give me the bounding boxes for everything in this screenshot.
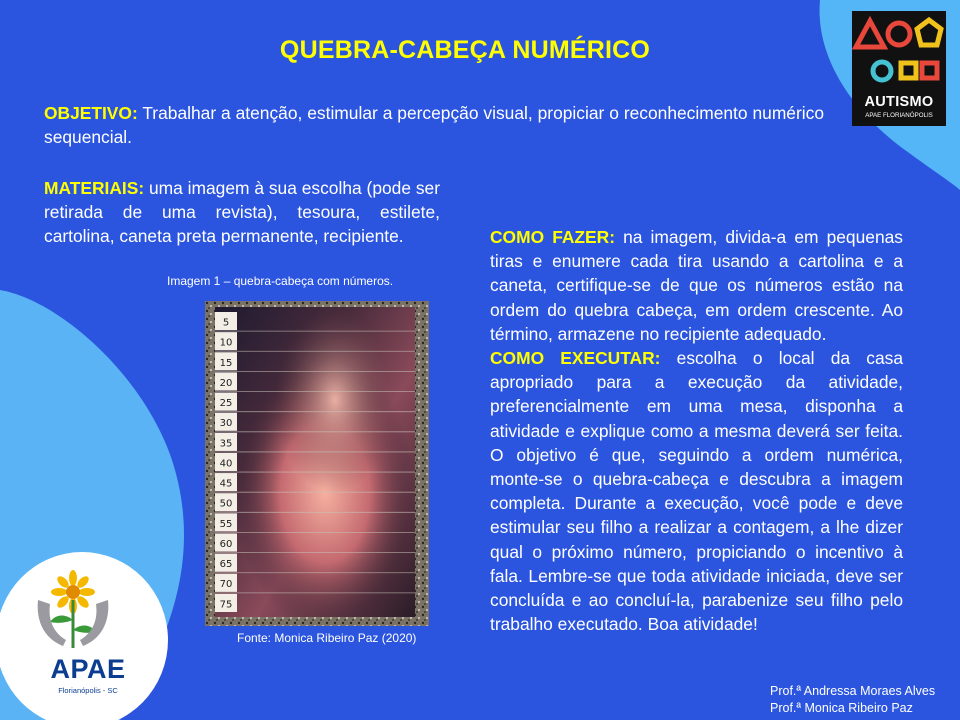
how-to-make-paragraph bbox=[490, 225, 903, 346]
apae-logo-text: APAE bbox=[50, 654, 126, 684]
autismo-shapes-icon bbox=[852, 11, 946, 91]
how-to-make-label: COMO FAZER: bbox=[490, 227, 615, 247]
objective-text: Trabalhar a atenção, estimular a percepção visual, propiciar o reconhecimento numérico sequencial. bbox=[44, 103, 824, 148]
instructions-block bbox=[490, 225, 903, 636]
puzzle-number: 50 bbox=[219, 498, 233, 510]
number-column bbox=[215, 312, 237, 612]
objective-label: OBJETIVO: bbox=[44, 103, 138, 123]
puzzle-number: 5 bbox=[222, 317, 230, 329]
puzzle-number: 70 bbox=[219, 579, 233, 591]
apae-flower-hands-icon bbox=[18, 560, 148, 655]
how-to-execute-text: escolha o local da casa apropriado para a execução da atividade, preferencialmente em uma mesa, disponha a atividade e explique como a mesma deverá ser feita. O objetivo é que, seguindo a ordem numérica, monte-se o quebra-cabeça e descubra a imagem completa. Durante a execução, você pode e deve estimular seu filho a realizar a contagem, a lhe dizer qual o próximo número, propiciando o incentivo à fala. Lembre-se que toda atividade iniciada, deve ser concluída e ao concluí-la, parabenize seu filho pelo trabalho executado. Boa atividade! bbox=[490, 348, 903, 635]
materials-paragraph bbox=[44, 176, 440, 249]
puzzle-number: 35 bbox=[219, 438, 233, 450]
how-to-make-text: na imagem, divida-a em pequenas tiras e enumere cada tira usando a cartolina e a caneta, certifique-se de que os números estão na ordem do quebra cabeça, em ordem crescente. Ao término, armazene no recipiente adequado. bbox=[490, 227, 903, 344]
puzzle-number: 10 bbox=[219, 337, 233, 349]
how-to-execute-label: COMO EXECUTAR: bbox=[490, 348, 661, 369]
puzzle-number: 40 bbox=[219, 458, 233, 470]
puzzle-number: 45 bbox=[219, 478, 233, 490]
objective-paragraph bbox=[44, 101, 824, 149]
page-title: QUEBRA-CABEÇA NUMÉRICO bbox=[279, 36, 651, 64]
puzzle-number: 25 bbox=[219, 398, 233, 410]
image-caption: Imagem 1 – quebra-cabeça com números. bbox=[167, 274, 394, 288]
materials-text: uma imagem à sua escolha (pode ser retirada de uma revista), tesoura, estilete, cartolina, caneta preta permanente, recipiente. bbox=[44, 178, 440, 247]
puzzle-number: 60 bbox=[219, 538, 233, 550]
puzzle-number: 65 bbox=[219, 559, 233, 571]
puzzle-number: 15 bbox=[219, 357, 233, 369]
how-to-execute-paragraph bbox=[490, 346, 903, 636]
autismo-logo bbox=[852, 11, 946, 126]
puzzle-number: 20 bbox=[219, 377, 233, 389]
puzzle-photo bbox=[205, 301, 429, 626]
autismo-logo-subtext: APAE FLORIANÓPOLIS bbox=[865, 112, 933, 119]
autismo-logo-text: AUTISMO bbox=[864, 94, 934, 110]
credit-line: Prof.ª Andressa Moraes Alves bbox=[770, 684, 936, 698]
materials-label: MATERIAIS: bbox=[44, 178, 145, 198]
image-source: Fonte: Monica Ribeiro Paz (2020) bbox=[237, 631, 417, 645]
credit-line: Prof.ª Monica Ribeiro Paz bbox=[770, 701, 913, 715]
puzzle-number: 75 bbox=[219, 599, 233, 611]
credits bbox=[770, 683, 935, 717]
apae-logo-subtext: Florianópolis - SC bbox=[58, 686, 118, 695]
apae-logo bbox=[18, 560, 148, 710]
puzzle-number: 55 bbox=[219, 518, 233, 530]
puzzle-number: 30 bbox=[219, 418, 233, 430]
